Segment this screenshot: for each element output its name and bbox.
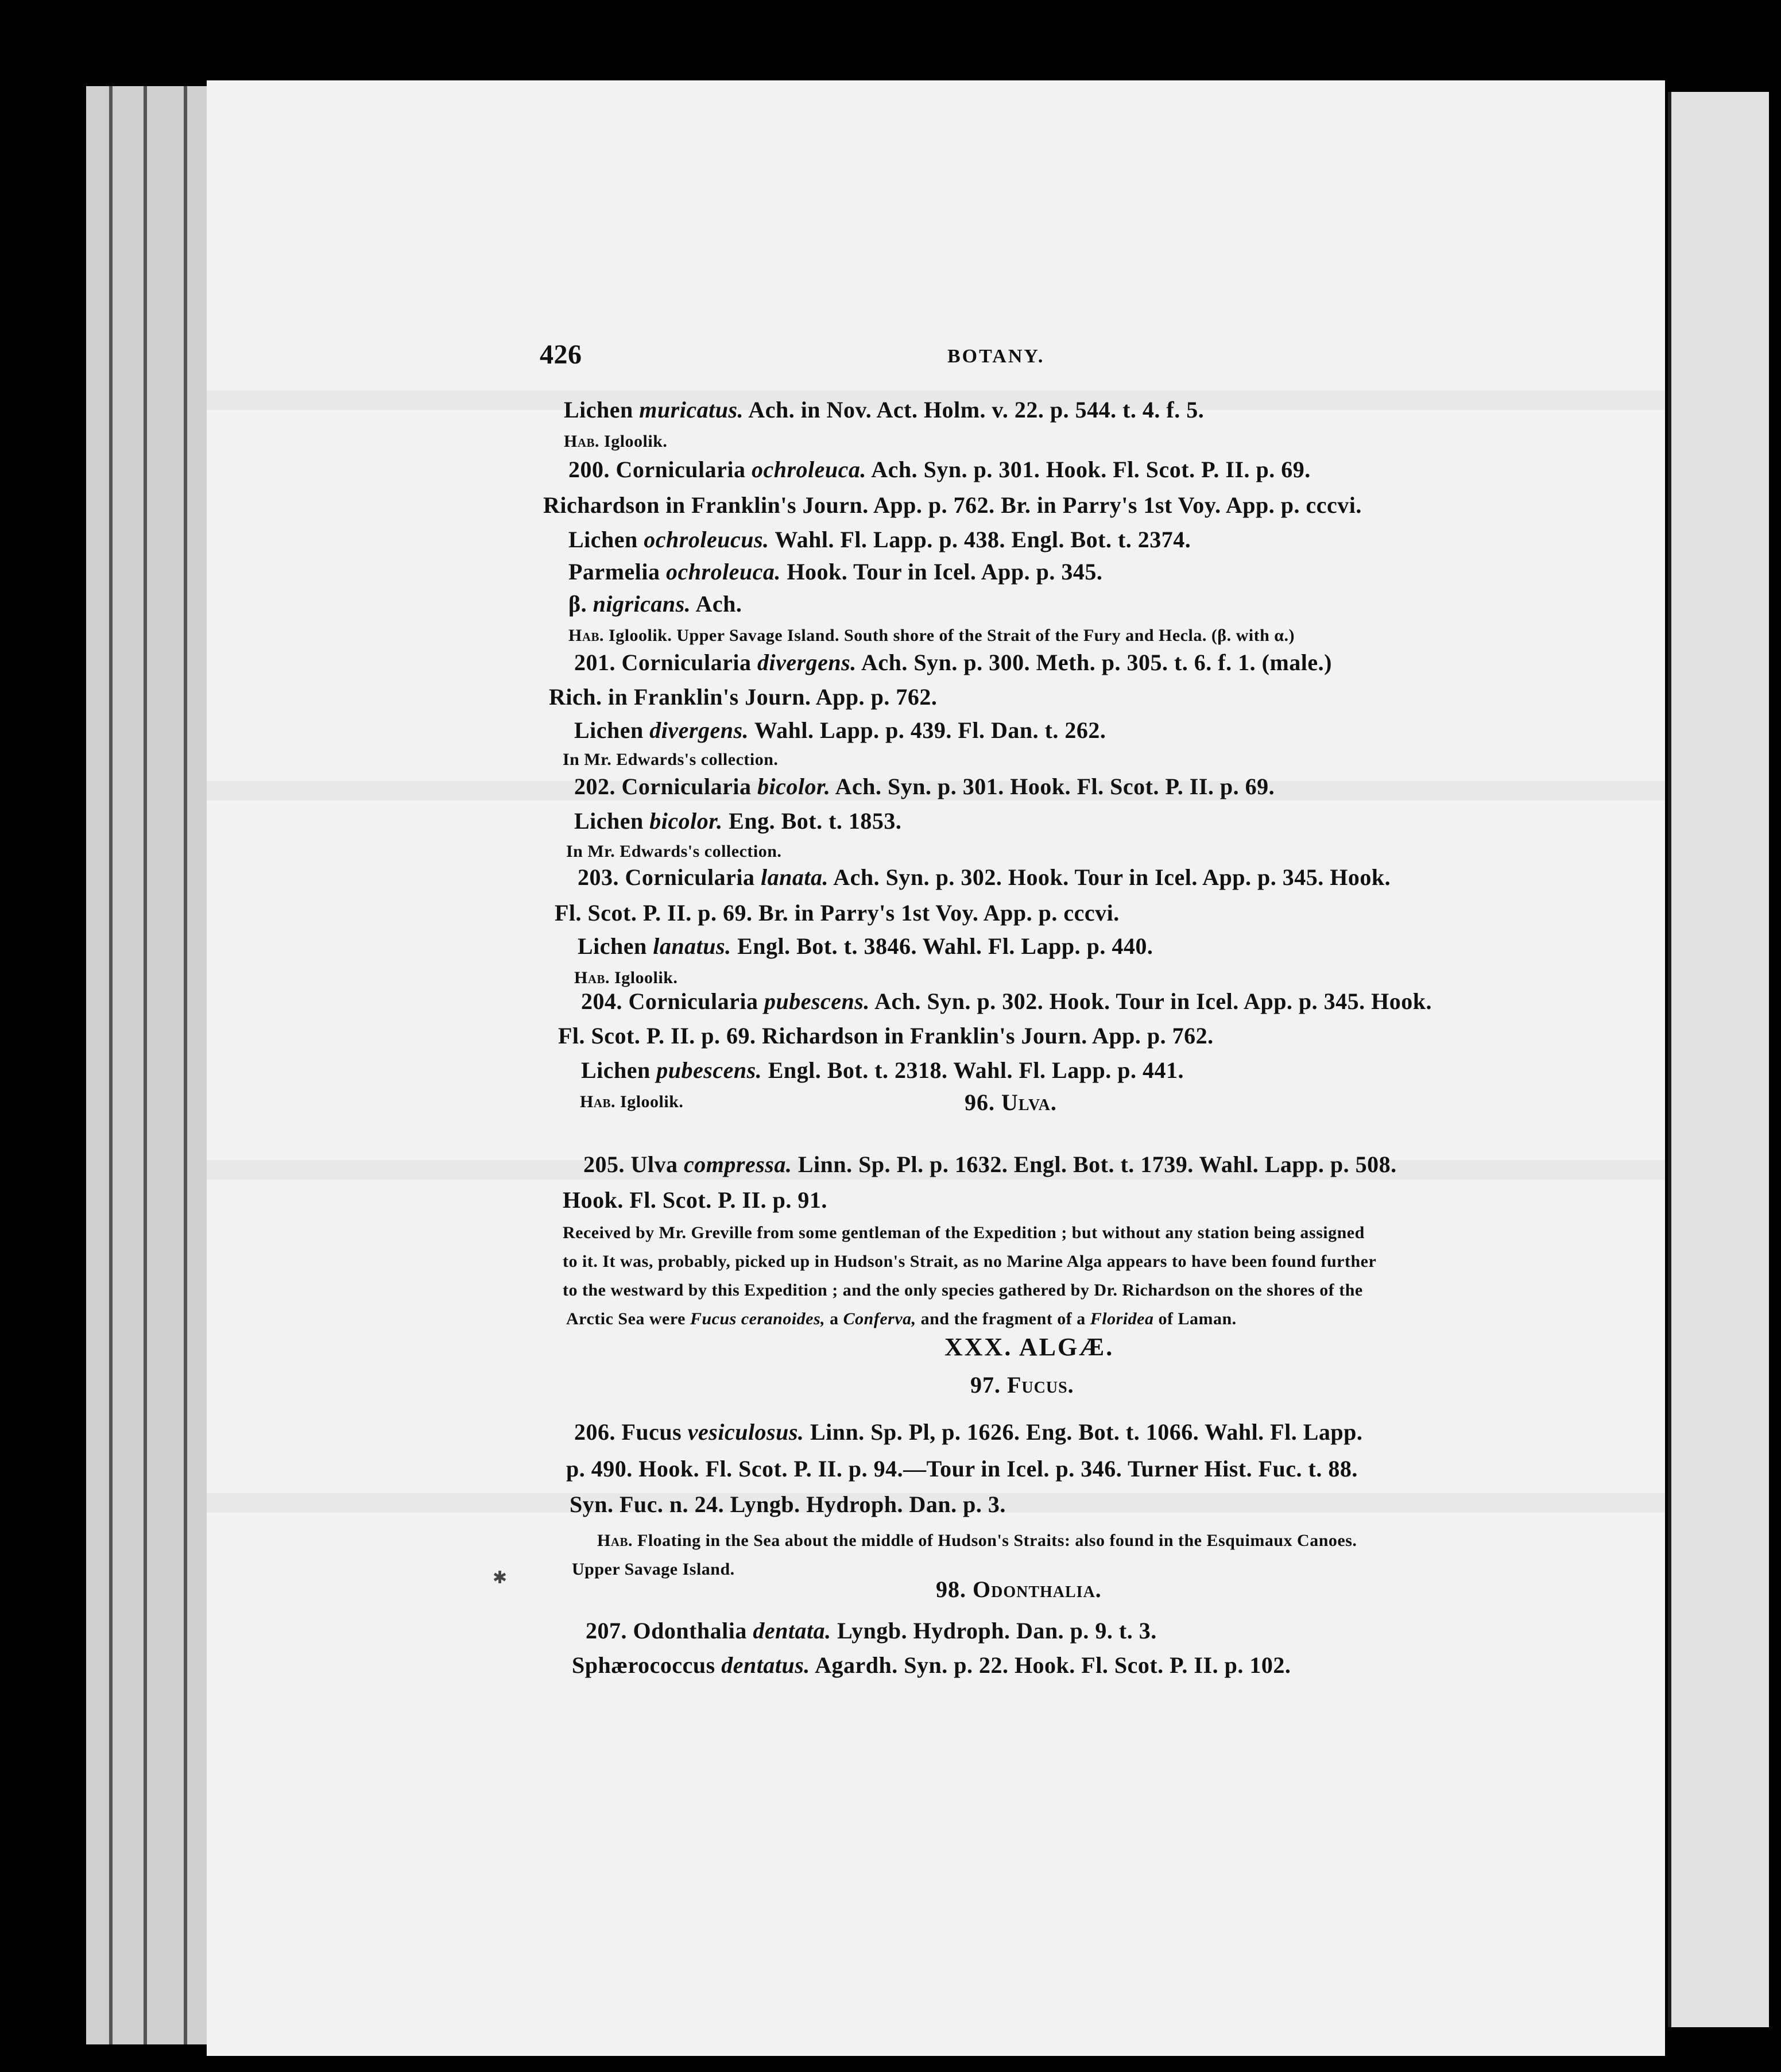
book-page xyxy=(207,80,1665,2056)
habitat-line: Hab. Igloolik. xyxy=(564,432,668,451)
text-line: Rich. in Franklin's Journ. App. p. 762. xyxy=(549,684,938,710)
text-line: Fl. Scot. P. II. p. 69. Richardson in Franklin's Journ. App. p. 762. xyxy=(558,1023,1214,1049)
species-entry: 202. Cornicularia bicolor. Ach. Syn. p. 301. Hook. Fl. Scot. P. II. p. 69. xyxy=(574,774,1275,799)
text-line: Richardson in Franklin's Journ. App. p. 762. Br. in Parry's 1st Voy. App. p. cccvi. xyxy=(543,492,1362,518)
variety-line: β. nigricans. Ach. xyxy=(568,591,742,617)
genus-heading: 97. Fucus. xyxy=(970,1372,1074,1398)
species-entry: 201. Cornicularia divergens. Ach. Syn. p. 300. Meth. p. 305. t. 6. f. 1. (male.) xyxy=(574,650,1332,675)
ink-speck: ✱ xyxy=(493,1568,508,1587)
text-line: Syn. Fuc. n. 24. Lyngb. Hydroph. Dan. p. 3. xyxy=(570,1491,1006,1517)
synonym-line: Lichen pubescens. Engl. Bot. t. 2318. Wahl. Fl. Lapp. p. 441. xyxy=(581,1057,1184,1083)
synonym-line: Lichen ochroleucus. Wahl. Fl. Lapp. p. 438. Engl. Bot. t. 2374. xyxy=(568,527,1191,552)
species-entry: 204. Cornicularia pubescens. Ach. Syn. p. 302. Hook. Tour in Icel. App. p. 345. Hook. xyxy=(581,988,1432,1014)
genus-heading: 96. Ulva. xyxy=(965,1089,1057,1115)
genus-heading: 98. Odonthalia. xyxy=(936,1576,1102,1602)
collection-note: In Mr. Edwards's collection. xyxy=(566,842,782,861)
species-entry: 203. Cornicularia lanata. Ach. Syn. p. 302. Hook. Tour in Icel. App. p. 345. Hook. xyxy=(578,864,1391,890)
habitat-line: Hab. Igloolik. xyxy=(574,968,678,987)
note-line: to it. It was, probably, picked up in Hudson's Strait, as no Marine Alga appears to have been found further xyxy=(563,1252,1377,1271)
page-edge xyxy=(144,86,147,2044)
note-line: Received by Mr. Greville from some gentleman of the Expedition ; but without any station being assigned xyxy=(563,1223,1365,1242)
page-edge xyxy=(109,86,113,2044)
order-heading: XXX. ALGÆ. xyxy=(944,1333,1114,1361)
synonym-line: Parmelia ochroleuca. Hook. Tour in Icel. App. p. 345. xyxy=(568,559,1103,585)
running-head: BOTANY. xyxy=(947,346,1045,367)
text-line: Hook. Fl. Scot. P. II. p. 91. xyxy=(563,1187,827,1213)
species-entry: 206. Fucus vesiculosus. Linn. Sp. Pl, p. 1626. Eng. Bot. t. 1066. Wahl. Fl. Lapp. xyxy=(574,1419,1363,1445)
text-line: p. 490. Hook. Fl. Scot. P. II. p. 94.—Tour in Icel. p. 346. Turner Hist. Fuc. t. 88. xyxy=(566,1456,1358,1482)
synonym-line: Lichen lanatus. Engl. Bot. t. 3846. Wahl. Fl. Lapp. p. 440. xyxy=(578,933,1153,959)
text-line: Fl. Scot. P. II. p. 69. Br. in Parry's 1st Voy. App. p. cccvi. xyxy=(555,900,1120,926)
species-entry: 205. Ulva compressa. Linn. Sp. Pl. p. 1632. Engl. Bot. t. 1739. Wahl. Lapp. p. 508. xyxy=(583,1151,1397,1177)
collection-note: In Mr. Edwards's collection. xyxy=(563,750,779,769)
page-number: 426 xyxy=(540,339,582,370)
note-line: Arctic Sea were Fucus ceranoides, a Conferva, and the fragment of a Floridea of Laman. xyxy=(566,1309,1237,1328)
synonym-line: Lichen bicolor. Eng. Bot. t. 1853. xyxy=(574,808,902,834)
note-line: to the westward by this Expedition ; and the only species gathered by Dr. Richardson on the shores of the xyxy=(563,1281,1363,1300)
species-entry: 207. Odonthalia dentata. Lyngb. Hydroph. Dan. p. 9. t. 3. xyxy=(586,1618,1157,1644)
text-line: Lichen muricatus. Ach. in Nov. Act. Holm. v. 22. p. 544. t. 4. f. 5. xyxy=(564,397,1205,423)
page-edge xyxy=(184,86,187,2044)
facing-page-edge xyxy=(1668,92,1769,2027)
habitat-line: Hab. Igloolik. xyxy=(580,1092,684,1111)
habitat-line: Hab. Floating in the Sea about the middle of Hudson's Straits: also found in the Esquimaux Canoes. xyxy=(597,1531,1357,1550)
habitat-line: Hab. Igloolik. Upper Savage Island. South shore of the Strait of the Fury and Hecla. (β. with α.) xyxy=(568,626,1295,645)
synonym-line: Lichen divergens. Wahl. Lapp. p. 439. Fl. Dan. t. 262. xyxy=(574,717,1106,743)
habitat-line: Upper Savage Island. xyxy=(572,1560,735,1579)
species-entry: 200. Cornicularia ochroleuca. Ach. Syn. p. 301. Hook. Fl. Scot. P. II. p. 69. xyxy=(568,457,1311,482)
synonym-line: Sphærococcus dentatus. Agardh. Syn. p. 22. Hook. Fl. Scot. P. II. p. 102. xyxy=(572,1652,1291,1678)
